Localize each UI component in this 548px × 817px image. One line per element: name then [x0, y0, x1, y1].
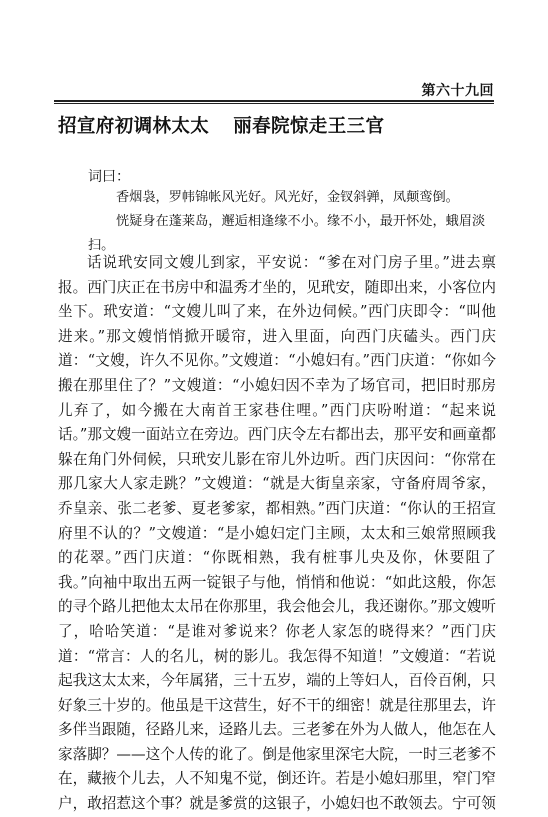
- header-rule-thin: [54, 103, 494, 104]
- poem: [88, 186, 496, 258]
- chapter-title: [58, 112, 384, 138]
- chapter-title-part2: 丽春院惊走王三官: [233, 116, 385, 137]
- header-rule-thick: [54, 100, 494, 102]
- poem-line-2: 恍疑身在蓬莱岛，邂逅相逢缘不小。缘不小，最开怀处，蛾眉淡扫。: [88, 214, 486, 253]
- body-paragraph: 话说玳安同文嫂儿到家，平安说：“爹在对门房子里。”进去禀报。西门庆正在书房中和温秀才坐的，见玳安，随即出来，小客位内坐下。玳安道：“文嫂儿叫了来，在外边伺候。”西门庆即令：“叫他进来。”那文嫂悄悄掀开暖帘，进入里面，向西门庆磕头。西门庆道：“文嫂，许久不见你。”文嫂道：“小媳妇有。”西门庆道：“你如今搬在那里住了？”文嫂道：“小媳妇因不幸为了场官司，把旧时那房儿弃了，如今搬在大南首王家巷住哩。”西门庆吩咐道：“起来说话。”那文嫂一面站立在旁边。西门庆令左右都出去，那平安和画童都躲在角门外伺候，只玳安儿影在帘儿外边听。西门庆因问：“你常在那几家大人家走跳？”文嫂道：“就是大街皇亲家，守备府周爷家，乔皇亲、张二老爹、夏老爹家，都相熟。”西门庆道：“你认的王招宣府里不认的？”文嫂道：“是小媳妇定门主顾，太太和三娘常照顾我的花翠。”西门庆道：“你既相熟，我有桩事儿央及你，休要阻了我。”向袖中取出五两一锭银子与他，悄悄和他说：“如此这般，你怎的寻个路儿把他太太吊在你那里，我会他会儿，我还谢你。”那文嫂听了，哈哈笑道：“是谁对爹说来？你老人家怎的晓得来？”西门庆道：“常言：人的名儿，树的影儿。我怎得不知道！”文嫂道：“若说起我这太太来，今年属猪，三十五岁，端的上等妇人，百伶百俐，只好象三十岁的。他虽是干这营生，好不干的细密！就是往那里去，许多伴当跟随，径路儿来，迳路儿去。三老爹在外为人做人，他怎在人家落脚？——这个人传的讹了。倒是他家里深宅大院，一时三老爹不在，藏掖个儿去，人不知鬼不觉，倒还许。若是小媳妇那里，窄门窄户，敢招惹这个事？就是爹赏的这银子，小媳妇也不敢领去。宁可领: [58, 254, 496, 813]
- poem-intro: 词曰：: [88, 169, 130, 185]
- chapter-title-part1: 招宣府初调林太太: [58, 116, 210, 137]
- body-text: [58, 251, 496, 817]
- poem-line-1: 香烟袅，罗帏锦帐风光好。风光好，金钗斜亸，凤颠鸾倒。: [116, 190, 459, 205]
- running-head: 第六十九回: [421, 83, 494, 99]
